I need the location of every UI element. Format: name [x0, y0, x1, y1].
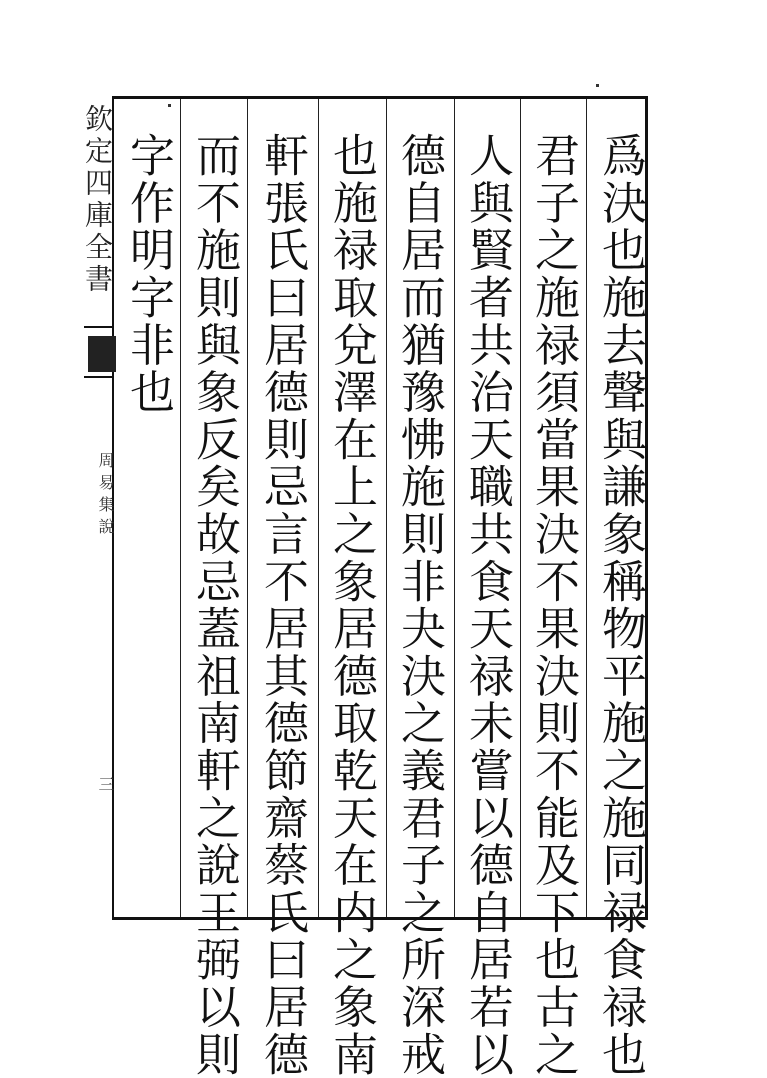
- fishtail-mark: [88, 336, 116, 372]
- text-column-8: 字作明字非也: [122, 132, 175, 416]
- text-column-5: 也施禄取兌澤在上之象居德取乾天在内之象南: [325, 132, 378, 1078]
- margin-book-title: 周易集說: [96, 452, 115, 540]
- text-column-3: 人與賢者共治天職共食天禄未嘗以德自居若以: [461, 132, 514, 1078]
- column-divider: [180, 99, 181, 917]
- column-divider: [386, 99, 387, 917]
- column-divider: [520, 99, 521, 917]
- text-column-6: 軒張氏曰居德則忌言不居其德節齋蔡氏曰居德: [256, 132, 309, 1078]
- margin-rule: [84, 376, 114, 378]
- margin-rule: [84, 326, 114, 328]
- text-column-2: 君子之施禄須當果決不果決則不能及下也古之: [527, 132, 580, 1078]
- margin-title: 欽定四庫全書: [81, 104, 114, 296]
- text-column-7: 而不施則與象反矣故忌蓋祖南軒之說王弼以則: [188, 132, 241, 1078]
- text-column-4: 德自居而猶豫怫施則非夬決之義君子之所深戒: [393, 132, 446, 1078]
- column-divider: [586, 99, 587, 917]
- column-divider: [247, 99, 248, 917]
- margin-page-number: 三: [96, 776, 115, 792]
- column-divider: [454, 99, 455, 917]
- column-divider: [318, 99, 319, 917]
- text-column-1: 爲決也施去聲與謙象稱物平施之施同禄食禄也: [594, 132, 647, 1078]
- ink-speck: [168, 104, 171, 107]
- ink-speck: [596, 84, 599, 87]
